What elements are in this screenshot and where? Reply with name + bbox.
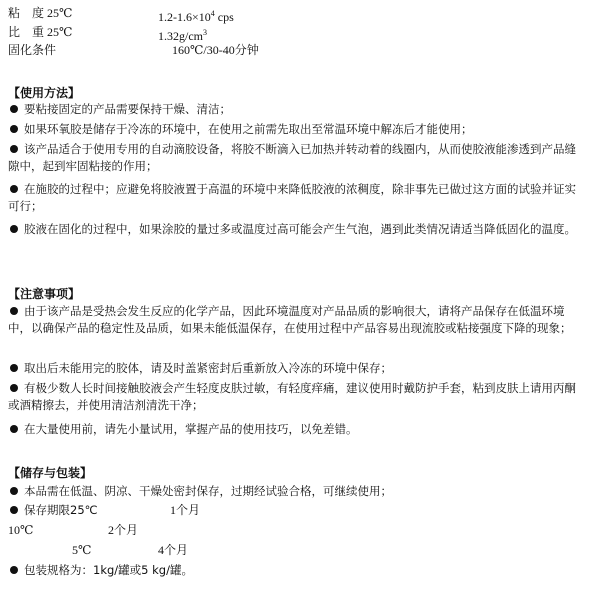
notes-item: 取出后未能用完的胶体，请及时盖紧密封后重新放入冷冻的环境中保存；	[8, 360, 583, 377]
temp-10: 10℃	[8, 523, 34, 537]
spec-cure-name: 固化条件	[8, 43, 57, 57]
notes-item: 有极少数人长时间接触胶液会产生轻度皮肤过敏，有轻度痒痛，建议使用时戴防护手套，粘到皮肤上请用丙酮或酒精擦去，并使用清洁剂清洗干净；	[8, 381, 576, 412]
spec-cure-value: 160℃/30-40分钟	[172, 43, 259, 57]
usage-item: 如果环氧胶是储存于冷冻的环境中，在使用之前需先取出至常温环境中解冻后才能使用；	[8, 121, 583, 138]
shelf-5-value: 4个月	[158, 543, 189, 557]
spec-density-value: $1.32g/cm^3$	[158, 28, 207, 43]
storage-shelf-life: 保存期限25℃	[8, 502, 583, 519]
usage-item: 胶液在固化的过程中，如果涂胶的量过多或温度过高可能会产生气泡，遇到此类情况请适当降低固化的温度。	[8, 221, 583, 238]
spec-viscosity-value: $1.2-1.6\times 10^4$ cps	[158, 9, 234, 24]
notes-heading: 【注意事项】	[8, 287, 81, 301]
bullet-icon	[10, 225, 18, 233]
temp-5: 5℃	[72, 543, 92, 557]
spec-density-name: 比 重 25℃	[8, 25, 73, 39]
bullet-icon	[10, 506, 18, 514]
bullet-icon	[10, 566, 18, 574]
shelf-25-value: 1个月	[170, 503, 201, 517]
bullet-icon	[10, 125, 18, 133]
bullet-icon	[10, 307, 18, 315]
notes-item: 在大量使用前，请先小量试用，掌握产品的使用技巧，以免差错。	[8, 421, 583, 438]
spec-viscosity-name: 粘 度 25℃	[8, 6, 73, 20]
usage-item: 在施胶的过程中；应避免将胶液置于高温的环境中来降低胶液的浓稠度，除非事先已做过这方面的试验并证实可行；	[8, 182, 576, 213]
bullet-icon	[10, 145, 18, 153]
notes-item: 由于该产品是受热会发生反应的化学产品，因此环境温度对产品品质的影响很大，请将产品保存在低温环境中，以确保产品的稳定性及品质，如果未能低温保存，在使用过程中产品容易出现流胶或粘接强度下降的现象；	[8, 304, 572, 335]
shelf-10-value: 2个月	[108, 523, 139, 537]
usage-item: 该产品适合于使用专用的自动滴胶设备，将胶不断滴入已加热并转动着的线圈内，从而使胶液能渗透到产品缝隙中，起到牢固粘接的作用；	[8, 142, 576, 173]
bullet-icon	[10, 185, 18, 193]
storage-packaging: 包装规格为：1kg/罐或5 kg/罐。	[8, 562, 583, 579]
bullet-icon	[10, 487, 18, 495]
bullet-icon	[10, 105, 18, 113]
storage-heading: 【储存与包装】	[8, 466, 93, 480]
usage-heading: 【使用方法】	[8, 86, 81, 100]
bullet-icon	[10, 384, 18, 392]
storage-item: 本品需在低温、阴凉、干燥处密封保存，过期经试验合格，可继续使用；	[8, 483, 583, 500]
usage-item: 要粘接固定的产品需要保持干燥、清洁；	[8, 101, 583, 118]
bullet-icon	[10, 425, 18, 433]
bullet-icon	[10, 364, 18, 372]
